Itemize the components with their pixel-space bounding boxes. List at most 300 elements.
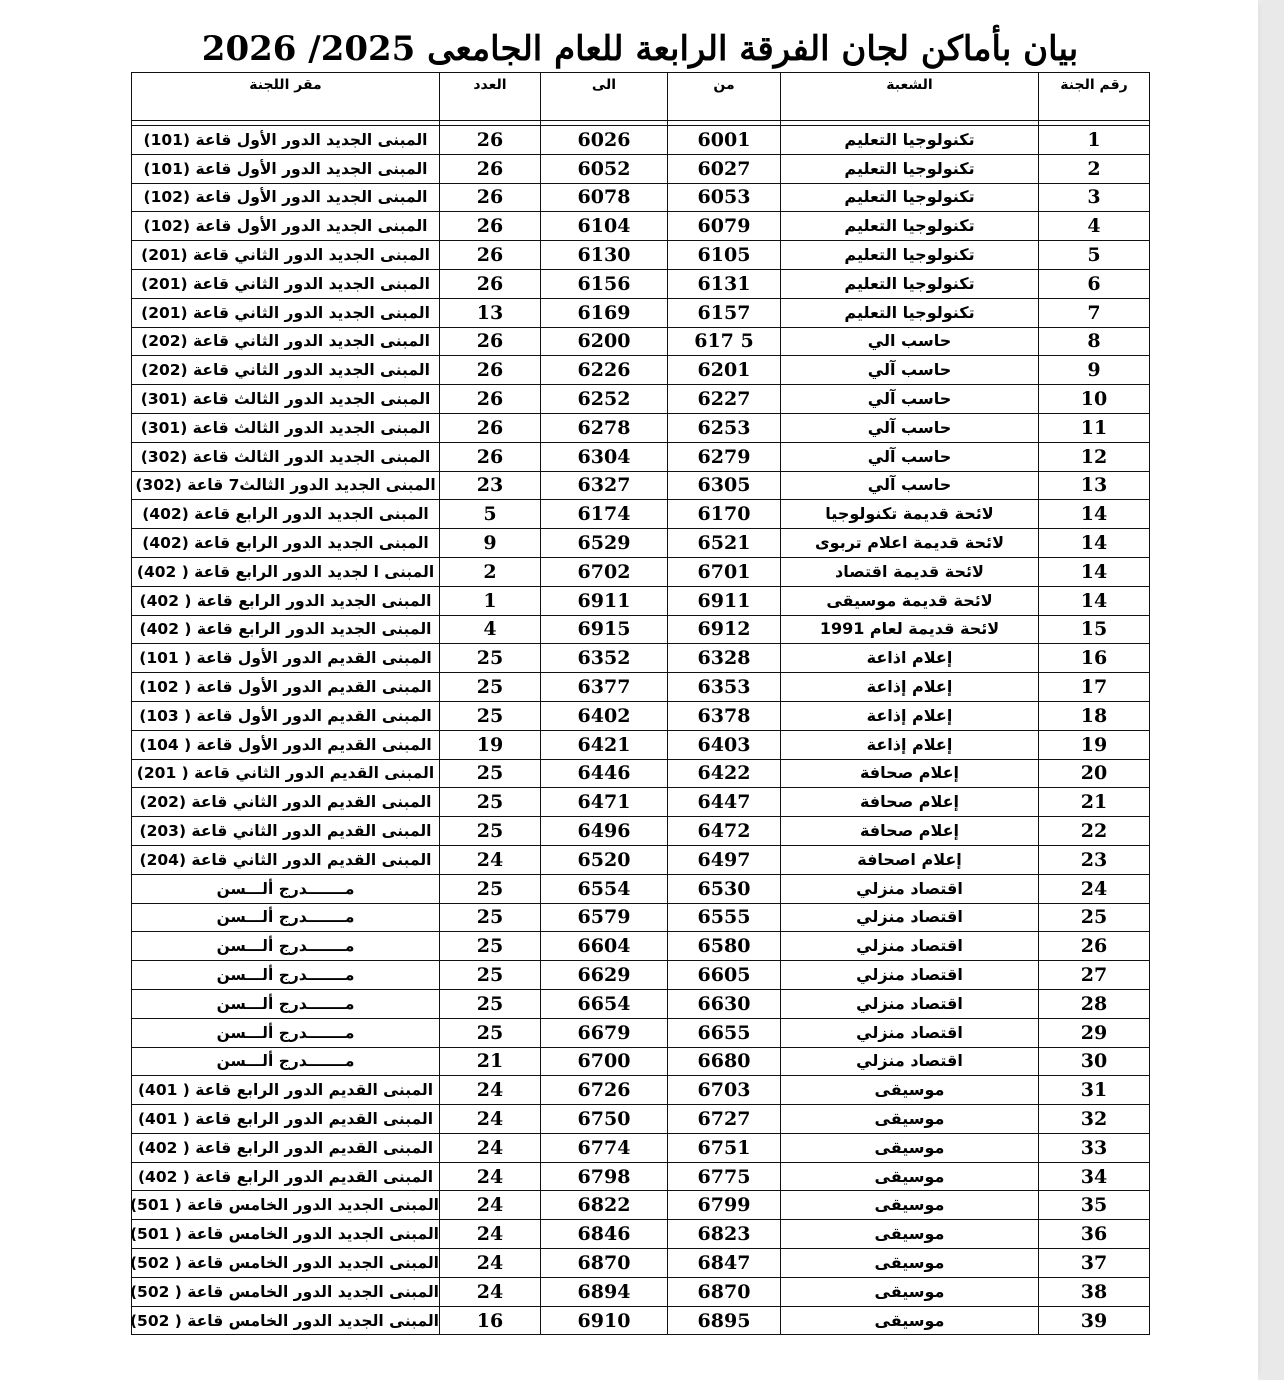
cell-committee-no: 7: [1039, 298, 1150, 327]
cell-branch: لائحة قديمة اقتصاد: [781, 557, 1039, 586]
cell-from: 6472: [668, 817, 781, 846]
cell-branch: حاسب آلي: [781, 442, 1039, 471]
cell-committee-no: 11: [1039, 413, 1150, 442]
cell-to: 6915: [541, 615, 668, 644]
cell-count: 26: [440, 126, 541, 155]
cell-from: 6847: [668, 1249, 781, 1278]
cell-to: 6870: [541, 1249, 668, 1278]
cell-to: 6911: [541, 586, 668, 615]
cell-from: 6911: [668, 586, 781, 615]
cell-count: 26: [440, 212, 541, 241]
table-row: [132, 385, 1150, 414]
cell-committee-no: 27: [1039, 961, 1150, 990]
cell-committee-no: 18: [1039, 701, 1150, 730]
cell-committee-no: 22: [1039, 817, 1150, 846]
cell-location: مـــــــدرج ألـــسن: [132, 1018, 440, 1047]
cell-count: 25: [440, 701, 541, 730]
cell-branch: إعلام إذاعة: [781, 673, 1039, 702]
cell-from: 6447: [668, 788, 781, 817]
cell-count: 19: [440, 730, 541, 759]
table-row: [132, 788, 1150, 817]
cell-committee-no: 39: [1039, 1306, 1150, 1335]
cell-count: 26: [440, 413, 541, 442]
cell-from: 6497: [668, 845, 781, 874]
table-row: [132, 1105, 1150, 1134]
cell-location: المبنى القديم الدور الرابع قاعة ( 401): [132, 1105, 440, 1134]
cell-from: 6680: [668, 1047, 781, 1076]
cell-branch: موسيقى: [781, 1277, 1039, 1306]
cell-from: 6630: [668, 989, 781, 1018]
cell-branch: موسيقى: [781, 1220, 1039, 1249]
cell-branch: إعلام إذاعة: [781, 701, 1039, 730]
cell-from: 6530: [668, 874, 781, 903]
table-row: [132, 298, 1150, 327]
cell-location: المبنى الجديد الدور الرابع قاعة ( 402): [132, 615, 440, 644]
table-row: [132, 644, 1150, 673]
cell-from: 6079: [668, 212, 781, 241]
cell-location: المبنى الجديد الدور الأول قاعة (101): [132, 126, 440, 155]
table-row: [132, 1306, 1150, 1335]
table-row: [132, 500, 1150, 529]
cell-branch: اقتصاد منزلي: [781, 1018, 1039, 1047]
cell-count: 24: [440, 1133, 541, 1162]
cell-location: المبنى القديم الدور الرابع قاعة ( 402): [132, 1162, 440, 1191]
cell-to: 6402: [541, 701, 668, 730]
cell-from: 6201: [668, 356, 781, 385]
table-row: [132, 1047, 1150, 1076]
cell-to: 6200: [541, 327, 668, 356]
cell-to: 6130: [541, 241, 668, 270]
cell-branch: تكنولوجيا التعليم: [781, 126, 1039, 155]
cell-committee-no: 15: [1039, 615, 1150, 644]
cell-branch: تكنولوجيا التعليم: [781, 183, 1039, 212]
cell-committee-no: 16: [1039, 644, 1150, 673]
table-row: [132, 1162, 1150, 1191]
cell-location: المبنى الجديد الدور الخامس قاعة ( 502): [132, 1277, 440, 1306]
cell-count: 24: [440, 1249, 541, 1278]
cell-location: المبنى الجديد الدور الثالث قاعة (301): [132, 385, 440, 414]
cell-count: 26: [440, 154, 541, 183]
cell-branch: تكنولوجيا التعليم: [781, 212, 1039, 241]
cell-branch: تكنولوجيا التعليم: [781, 269, 1039, 298]
cell-location: المبنى القديم الدور الأول قاعة ( 101): [132, 644, 440, 673]
table-row: [132, 673, 1150, 702]
cell-to: 6226: [541, 356, 668, 385]
cell-count: 24: [440, 1277, 541, 1306]
cell-location: المبنى الجديد الدور الخامس قاعة ( 501): [132, 1191, 440, 1220]
cell-from: 6378: [668, 701, 781, 730]
cell-location: المبنى الجديد الدور الثالث قاعة (302): [132, 442, 440, 471]
cell-branch: موسيقى: [781, 1306, 1039, 1335]
table-row: [132, 1277, 1150, 1306]
cell-branch: تكنولوجيا التعليم: [781, 298, 1039, 327]
cell-branch: موسيقى: [781, 1105, 1039, 1134]
cell-committee-no: 14: [1039, 586, 1150, 615]
cell-count: 16: [440, 1306, 541, 1335]
cell-branch: لائحة قديمة تكنولوجيا: [781, 500, 1039, 529]
cell-committee-no: 31: [1039, 1076, 1150, 1105]
cell-from: 6521: [668, 529, 781, 558]
cell-branch: موسيقى: [781, 1076, 1039, 1105]
cell-to: 6520: [541, 845, 668, 874]
cell-location: المبنى القديم الدور الثاني قاعة ( 201): [132, 759, 440, 788]
cell-location: المبنى القديم الدور الأول قاعة ( 103): [132, 701, 440, 730]
cell-from: 6053: [668, 183, 781, 212]
cell-location: المبنى ا لجديد الدور الرابع قاعة ( 402): [132, 557, 440, 586]
cell-committee-no: 2: [1039, 154, 1150, 183]
cell-location: مـــــــدرج ألـــسن: [132, 1047, 440, 1076]
cell-branch: حاسب آلي: [781, 413, 1039, 442]
cell-location: المبنى الجديد الدور الأول قاعة (102): [132, 183, 440, 212]
cell-to: 6052: [541, 154, 668, 183]
cell-from: 6253: [668, 413, 781, 442]
cell-from: 6605: [668, 961, 781, 990]
cell-location: المبنى القديم الدور الأول قاعة ( 102): [132, 673, 440, 702]
cell-to: 6679: [541, 1018, 668, 1047]
cell-count: 5: [440, 500, 541, 529]
table-row: [132, 212, 1150, 241]
cell-count: 1: [440, 586, 541, 615]
cell-to: 6104: [541, 212, 668, 241]
cell-location: المبنى الجديد الدور الرابع قاعة ( 402): [132, 586, 440, 615]
cell-committee-no: 14: [1039, 529, 1150, 558]
cell-branch: إعلام صحافة: [781, 817, 1039, 846]
cell-branch: إعلام إذاعة: [781, 730, 1039, 759]
table-row: [132, 1133, 1150, 1162]
cell-to: 6554: [541, 874, 668, 903]
cell-committee-no: 36: [1039, 1220, 1150, 1249]
cell-from: 6170: [668, 500, 781, 529]
header-branch: الشعبة: [781, 73, 1039, 121]
cell-to: 6156: [541, 269, 668, 298]
table-row: [132, 557, 1150, 586]
cell-count: 25: [440, 961, 541, 990]
cell-from: 6305: [668, 471, 781, 500]
header-committee-no: رقم الجنة: [1039, 73, 1150, 121]
cell-to: 6174: [541, 500, 668, 529]
cell-committee-no: 28: [1039, 989, 1150, 1018]
cell-committee-no: 12: [1039, 442, 1150, 471]
cell-count: 24: [440, 1162, 541, 1191]
cell-count: 25: [440, 788, 541, 817]
table-row: [132, 615, 1150, 644]
cell-committee-no: 23: [1039, 845, 1150, 874]
cell-committee-no: 38: [1039, 1277, 1150, 1306]
header-to: الى: [541, 73, 668, 121]
cell-count: 23: [440, 471, 541, 500]
cell-from: 6912: [668, 615, 781, 644]
cell-location: المبنى القديم الدور الأول قاعة ( 104): [132, 730, 440, 759]
cell-from: 6131: [668, 269, 781, 298]
cell-count: 9: [440, 529, 541, 558]
cell-from: 6751: [668, 1133, 781, 1162]
cell-location: المبنى الجديد الدور الأول قاعة (101): [132, 154, 440, 183]
cell-location: مـــــــدرج ألـــسن: [132, 989, 440, 1018]
cell-location: مـــــــدرج ألـــسن: [132, 961, 440, 990]
cell-committee-no: 1: [1039, 126, 1150, 155]
table-row: [132, 932, 1150, 961]
cell-from: 6422: [668, 759, 781, 788]
cell-location: المبنى الجديد الدور الرابع قاعة (402): [132, 529, 440, 558]
cell-location: مـــــــدرج ألـــسن: [132, 903, 440, 932]
cell-from: 6580: [668, 932, 781, 961]
committees-table: [131, 72, 1150, 1335]
table-row: [132, 327, 1150, 356]
cell-from: 6328: [668, 644, 781, 673]
cell-count: 25: [440, 817, 541, 846]
cell-committee-no: 4: [1039, 212, 1150, 241]
cell-committee-no: 30: [1039, 1047, 1150, 1076]
cell-count: 26: [440, 327, 541, 356]
cell-committee-no: 17: [1039, 673, 1150, 702]
document-title: بيان بأماكن لجان الفرقة الرابعة للعام الجامعى 2025/ 2026: [201, 29, 1079, 69]
page-edge: [1262, 0, 1284, 1380]
cell-location: المبنى القديم الدور الثاني قاعة (204): [132, 845, 440, 874]
cell-to: 6078: [541, 183, 668, 212]
cell-committee-no: 37: [1039, 1249, 1150, 1278]
cell-committee-no: 13: [1039, 471, 1150, 500]
cell-count: 25: [440, 989, 541, 1018]
table-row: [132, 701, 1150, 730]
cell-branch: موسيقى: [781, 1162, 1039, 1191]
cell-committee-no: 5: [1039, 241, 1150, 270]
cell-count: 26: [440, 183, 541, 212]
cell-count: 24: [440, 1191, 541, 1220]
cell-location: المبنى القديم الدور الثاني قاعة (202): [132, 788, 440, 817]
cell-branch: إعلام اذاعة: [781, 644, 1039, 673]
table-row: [132, 269, 1150, 298]
cell-from: 6799: [668, 1191, 781, 1220]
cell-branch: حاسب آلي: [781, 356, 1039, 385]
cell-committee-no: 26: [1039, 932, 1150, 961]
cell-count: 25: [440, 932, 541, 961]
cell-branch: اقتصاد منزلي: [781, 903, 1039, 932]
cell-branch: اقتصاد منزلي: [781, 961, 1039, 990]
cell-from: 6870: [668, 1277, 781, 1306]
cell-to: 6529: [541, 529, 668, 558]
cell-count: 2: [440, 557, 541, 586]
cell-committee-no: 14: [1039, 557, 1150, 586]
cell-to: 6702: [541, 557, 668, 586]
cell-from: 6775: [668, 1162, 781, 1191]
table-row: [132, 241, 1150, 270]
cell-to: 6894: [541, 1277, 668, 1306]
cell-from: 6895: [668, 1306, 781, 1335]
cell-location: المبنى الجديد الدور الثاني قاعة (201): [132, 298, 440, 327]
table-row: [132, 126, 1150, 155]
cell-to: 6446: [541, 759, 668, 788]
table-row: [132, 1018, 1150, 1047]
table-row: [132, 356, 1150, 385]
cell-committee-no: 35: [1039, 1191, 1150, 1220]
cell-branch: اقتصاد منزلي: [781, 1047, 1039, 1076]
cell-to: 6629: [541, 961, 668, 990]
table-row: [132, 529, 1150, 558]
cell-committee-no: 32: [1039, 1105, 1150, 1134]
cell-from: 6001: [668, 126, 781, 155]
cell-committee-no: 10: [1039, 385, 1150, 414]
cell-count: 25: [440, 644, 541, 673]
table-row: [132, 817, 1150, 846]
cell-location: المبنى الجديد الدور الخامس قاعة ( 502): [132, 1306, 440, 1335]
cell-count: 25: [440, 1018, 541, 1047]
cell-from: 6655: [668, 1018, 781, 1047]
table-row: [132, 759, 1150, 788]
cell-to: 6910: [541, 1306, 668, 1335]
cell-count: 21: [440, 1047, 541, 1076]
cell-from: 6727: [668, 1105, 781, 1134]
header-from: من: [668, 73, 781, 121]
cell-count: 13: [440, 298, 541, 327]
cell-from: 6701: [668, 557, 781, 586]
cell-location: المبنى الجديد الدور الثاني قاعة (201): [132, 241, 440, 270]
header-location: مقر اللجنة: [132, 73, 440, 121]
table-row: [132, 1191, 1150, 1220]
cell-branch: تكنولوجيا التعليم: [781, 154, 1039, 183]
cell-branch: موسيقى: [781, 1191, 1039, 1220]
cell-location: المبنى الجديد الدور الثالث قاعة (301): [132, 413, 440, 442]
table-row: [132, 845, 1150, 874]
cell-branch: موسيقى: [781, 1133, 1039, 1162]
table-row: [132, 730, 1150, 759]
cell-committee-no: 29: [1039, 1018, 1150, 1047]
cell-count: 25: [440, 759, 541, 788]
cell-from: 6027: [668, 154, 781, 183]
cell-count: 25: [440, 673, 541, 702]
cell-to: 6604: [541, 932, 668, 961]
cell-branch: لائحة قديمة لعام 1991: [781, 615, 1039, 644]
cell-location: المبنى الجديد الدور الثالث7 قاعة (302): [132, 471, 440, 500]
table-row: [132, 989, 1150, 1018]
cell-to: 6750: [541, 1105, 668, 1134]
cell-from: 6157: [668, 298, 781, 327]
cell-branch: إعلام صحافة: [781, 788, 1039, 817]
table-row: [132, 154, 1150, 183]
cell-to: 6352: [541, 644, 668, 673]
cell-committee-no: 9: [1039, 356, 1150, 385]
cell-location: مـــــــدرج ألـــسن: [132, 932, 440, 961]
cell-count: 26: [440, 442, 541, 471]
cell-branch: إعلام اصحافة: [781, 845, 1039, 874]
table-row: [132, 586, 1150, 615]
cell-from: 6823: [668, 1220, 781, 1249]
table-row: [132, 471, 1150, 500]
cell-count: 24: [440, 1105, 541, 1134]
cell-from: 6555: [668, 903, 781, 932]
header-count: العدد: [440, 73, 541, 121]
cell-count: 24: [440, 845, 541, 874]
cell-committee-no: 25: [1039, 903, 1150, 932]
cell-from: 6105: [668, 241, 781, 270]
cell-location: المبنى الجديد الدور الرابع قاعة (402): [132, 500, 440, 529]
cell-from: 5 617: [668, 327, 781, 356]
cell-to: 6798: [541, 1162, 668, 1191]
cell-to: 6421: [541, 730, 668, 759]
cell-from: 6227: [668, 385, 781, 414]
cell-location: المبنى الجديد الدور الخامس قاعة ( 502): [132, 1249, 440, 1278]
table-row: [132, 1220, 1150, 1249]
cell-branch: اقتصاد منزلي: [781, 989, 1039, 1018]
cell-from: 6353: [668, 673, 781, 702]
cell-count: 25: [440, 874, 541, 903]
cell-to: 6846: [541, 1220, 668, 1249]
table-row: [132, 874, 1150, 903]
cell-location: المبنى القديم الدور الثاني قاعة (203): [132, 817, 440, 846]
cell-from: 6403: [668, 730, 781, 759]
cell-count: 26: [440, 356, 541, 385]
cell-committee-no: 33: [1039, 1133, 1150, 1162]
table-row: [132, 442, 1150, 471]
cell-location: المبنى الجديد الدور الأول قاعة (102): [132, 212, 440, 241]
table-row: [132, 903, 1150, 932]
cell-to: 6377: [541, 673, 668, 702]
cell-count: 24: [440, 1076, 541, 1105]
cell-location: المبنى الجديد الدور الثاني قاعة (202): [132, 327, 440, 356]
cell-to: 6700: [541, 1047, 668, 1076]
cell-to: 6496: [541, 817, 668, 846]
cell-location: المبنى الجديد الدور الثاني قاعة (201): [132, 269, 440, 298]
cell-branch: اقتصاد منزلي: [781, 932, 1039, 961]
cell-count: 26: [440, 241, 541, 270]
cell-count: 24: [440, 1220, 541, 1249]
cell-to: 6252: [541, 385, 668, 414]
cell-from: 6279: [668, 442, 781, 471]
cell-branch: موسيقى: [781, 1249, 1039, 1278]
cell-to: 6278: [541, 413, 668, 442]
cell-to: 6327: [541, 471, 668, 500]
cell-branch: تكنولوجيا التعليم: [781, 241, 1039, 270]
cell-branch: حاسب الي: [781, 327, 1039, 356]
cell-location: المبنى القديم الدور الرابع قاعة ( 401): [132, 1076, 440, 1105]
cell-committee-no: 21: [1039, 788, 1150, 817]
cell-to: 6026: [541, 126, 668, 155]
table-body: [129, 121, 1150, 1335]
cell-count: 26: [440, 385, 541, 414]
table-row: [132, 961, 1150, 990]
cell-to: 6579: [541, 903, 668, 932]
cell-count: 25: [440, 903, 541, 932]
cell-branch: اقتصاد منزلي: [781, 874, 1039, 903]
cell-committee-no: 34: [1039, 1162, 1150, 1191]
cell-branch: لائحة قديمة موسيقى: [781, 586, 1039, 615]
cell-to: 6774: [541, 1133, 668, 1162]
cell-to: 6471: [541, 788, 668, 817]
cell-to: 6169: [541, 298, 668, 327]
cell-count: 4: [440, 615, 541, 644]
cell-count: 26: [440, 269, 541, 298]
cell-committee-no: 6: [1039, 269, 1150, 298]
table-row: [132, 413, 1150, 442]
cell-branch: حاسب آلي: [781, 385, 1039, 414]
cell-location: المبنى الجديد الدور الخامس قاعة ( 501): [132, 1220, 440, 1249]
cell-committee-no: 20: [1039, 759, 1150, 788]
cell-to: 6822: [541, 1191, 668, 1220]
cell-location: المبنى الجديد الدور الثاني قاعة (202): [132, 356, 440, 385]
cell-committee-no: 3: [1039, 183, 1150, 212]
table-row: [132, 1076, 1150, 1105]
cell-branch: لائحة قديمة اعلام تربوى: [781, 529, 1039, 558]
cell-committee-no: 14: [1039, 500, 1150, 529]
cell-to: 6654: [541, 989, 668, 1018]
cell-location: المبنى القديم الدور الرابع قاعة ( 402): [132, 1133, 440, 1162]
cell-from: 6703: [668, 1076, 781, 1105]
cell-location: مـــــــدرج ألـــسن: [132, 874, 440, 903]
cell-to: 6726: [541, 1076, 668, 1105]
cell-committee-no: 24: [1039, 874, 1150, 903]
table-header-row: [132, 73, 1150, 121]
table-row: [132, 183, 1150, 212]
cell-branch: إعلام صحافة: [781, 759, 1039, 788]
